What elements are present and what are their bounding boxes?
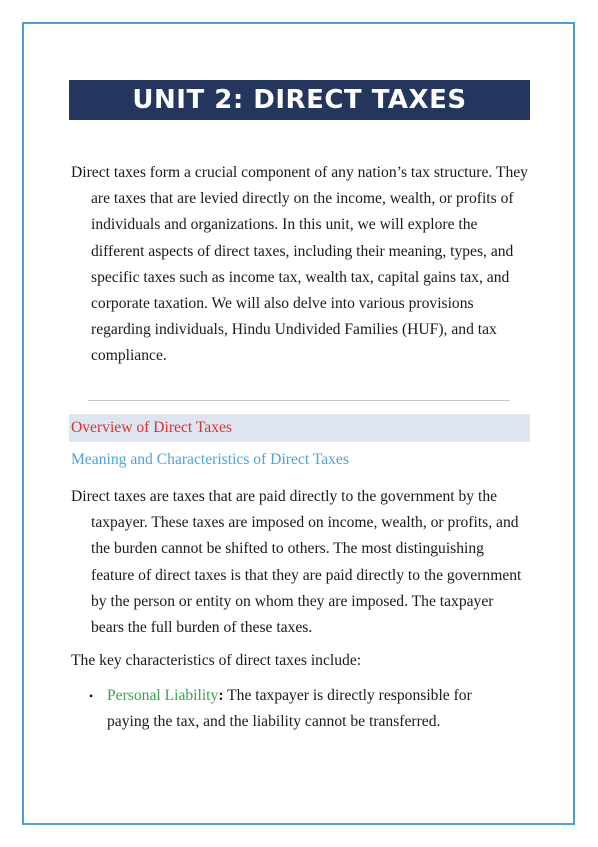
section-heading-band xyxy=(69,414,530,442)
divider xyxy=(88,400,510,401)
list-item-text xyxy=(89,683,509,735)
body-paragraph: Direct taxes are taxes that are paid directly to the government by the taxpayer. These taxes are imposed on income, wealth, or profits, and the burden cannot be shifted to others. The most distinguishing feature of direct taxes is that they are paid directly to the government by the person or entity on whom they are imposed. The taxpayer bears the full burden of these taxes. xyxy=(71,488,522,637)
page-title: UNIT 2: DIRECT TAXES xyxy=(132,85,467,115)
list-item-separator: : xyxy=(218,687,224,704)
bullet-icon: • xyxy=(89,689,94,703)
subsection-heading: Meaning and Characteristics of Direct Taxes xyxy=(71,451,349,468)
section-heading: Overview of Direct Taxes xyxy=(71,419,232,436)
list-item xyxy=(89,683,509,735)
list-intro: The key characteristics of direct taxes include: xyxy=(71,652,362,669)
intro-paragraph: Direct taxes form a crucial component of any nation’s tax structure. They are taxes that are levied directly on the income, wealth, or profits of individuals and organizations. In this unit, we will explore the different aspects of direct taxes, including their meaning, types, and specific taxes such as income tax, wealth tax, capital gains tax, and corporate taxation. We will also delve into various provisions regarding individuals, Hindu Undivided Families (HUF), and tax compliance. xyxy=(71,164,528,365)
list-item-term: Personal Liability xyxy=(107,687,219,704)
title-banner xyxy=(69,80,530,120)
list-item-description: The taxpayer is directly responsible for paying the tax, and the liability cannot be transferred. xyxy=(107,687,472,731)
